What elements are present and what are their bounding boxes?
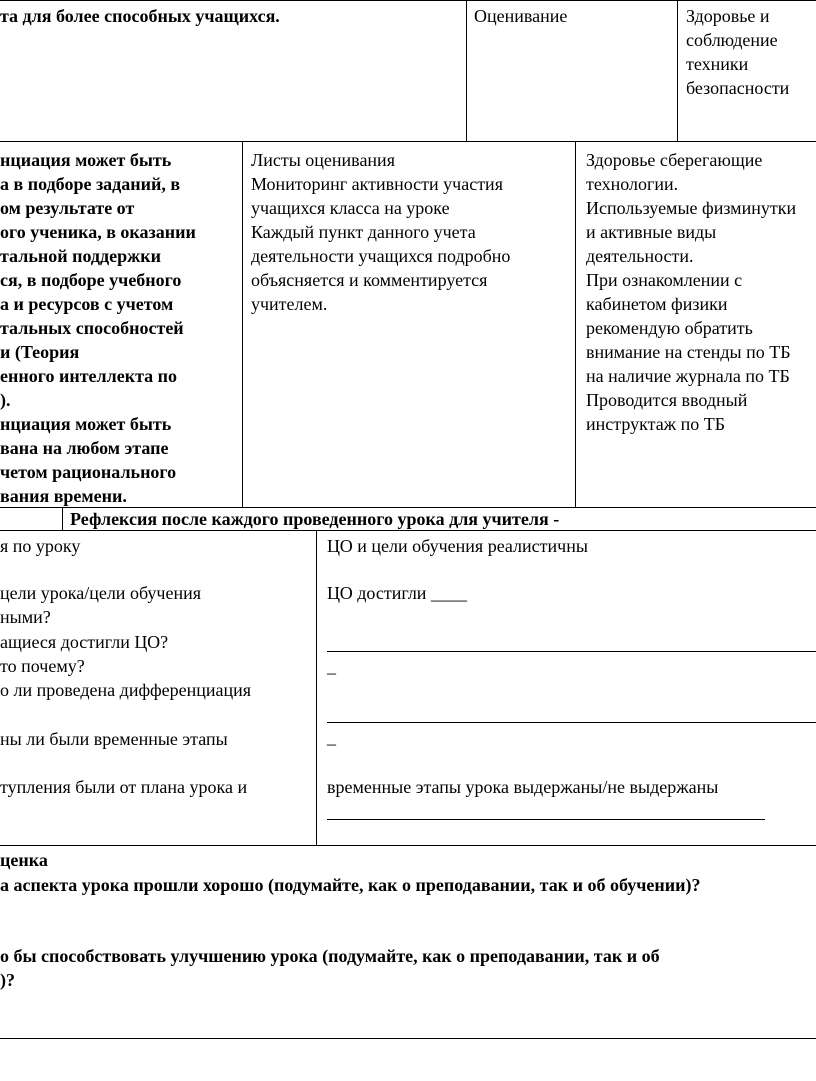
answer-blank-line (327, 651, 816, 652)
reflection-title: Рефлексия после каждого проведенного урока для учителя - (70, 509, 560, 529)
text-line: учащихся класса на уроке (251, 198, 450, 218)
text-line: Используемые физминутки (586, 198, 797, 218)
text-line: Листы оценивания (251, 150, 395, 170)
text-line: я по уроку (0, 536, 81, 556)
text-line: кабинетом физики (586, 294, 728, 314)
answer-blank-line (327, 722, 816, 723)
text-line: ЦО достигли ____ (327, 583, 467, 603)
divider (242, 141, 243, 507)
text-line: внимание на стенды по ТБ (586, 342, 791, 362)
summary-question-2-end: )? (0, 970, 15, 990)
text-line: временные этапы урока выдержаны/не выдержаны (327, 777, 719, 797)
text-line: тупления были от плана урока и (0, 777, 248, 797)
bottom-border (0, 1038, 816, 1039)
text-line: ся, в подборе учебного (0, 270, 182, 290)
summary-title: ценка (0, 850, 48, 870)
text-line: Здоровье сберегающие (586, 150, 763, 170)
text-line: нциация может быть (0, 150, 172, 170)
summary-question-1: а аспекта урока прошли хорошо (подумайте, как о преподавании, так и об обучении)? (0, 875, 701, 895)
text-line: то почему? (0, 656, 85, 676)
row1-col1-heading: та для более способных учащихся. (0, 6, 280, 26)
text-line: ными? (0, 607, 51, 627)
divider (316, 530, 317, 845)
divider (0, 141, 816, 142)
text-line: _ (327, 656, 336, 676)
text-line: инструктаж по ТБ (586, 414, 726, 434)
row1-col2-heading: Оценивание (474, 6, 568, 26)
text-line: цели урока/цели обучения (0, 583, 201, 603)
text-line: технологии. (586, 174, 679, 194)
text-line: Каждый пункт данного учета (251, 222, 476, 242)
text-line: ЦО и цели обучения реалистичны (327, 536, 588, 556)
text-line: безопасности (686, 78, 790, 98)
text-line: Мониторинг активности участия (251, 174, 503, 194)
text-line: и (Теория (0, 342, 80, 362)
text-line: ны ли были временные этапы (0, 729, 228, 749)
text-line: рекомендую обратить (586, 318, 753, 338)
text-line: а и ресурсов с учетом (0, 294, 174, 314)
text-line: объясняется и комментируется (251, 270, 488, 290)
text-line: соблюдение (686, 30, 778, 50)
text-line: учителем. (251, 294, 328, 314)
text-line: о ли проведена дифференциация (0, 680, 252, 700)
text-line: а в подборе заданий, в (0, 174, 181, 194)
text-line: деятельности учащихся подробно (251, 246, 511, 266)
text-line: и активные виды (586, 222, 717, 242)
summary-question-2: о бы способствовать улучшению урока (подумайте, как о преподавании, так и об (0, 946, 660, 966)
text-line: ого ученика, в оказании (0, 222, 196, 242)
text-line: на наличие журнала по ТБ (586, 366, 790, 386)
text-line: деятельности. (586, 246, 694, 266)
text-line: вана на любом этапе (0, 438, 169, 458)
text-line: ащиеся достигли ЦО? (0, 632, 169, 652)
divider (466, 0, 467, 141)
divider (0, 845, 816, 846)
text-line: енного интеллекта по (0, 366, 178, 386)
divider (677, 0, 678, 141)
text-line: техники (686, 54, 749, 74)
text-line: тальных способностей (0, 318, 184, 338)
text-line: ). (0, 390, 11, 410)
answer-blank-line (327, 819, 765, 820)
top-border (0, 0, 816, 1)
text-line: При ознакомлении с (586, 270, 743, 290)
text-line: нциация может быть (0, 414, 172, 434)
text-line: тальной поддержки (0, 246, 161, 266)
text-line: четом рационального (0, 462, 177, 482)
divider (575, 141, 576, 507)
text-line: Здоровье и (686, 6, 770, 26)
text-line: вания времени. (0, 486, 127, 506)
text-line: Проводится вводный (586, 390, 748, 410)
divider (62, 507, 63, 530)
text-line: ом результате от (0, 198, 135, 218)
text-line: _ (327, 727, 336, 747)
